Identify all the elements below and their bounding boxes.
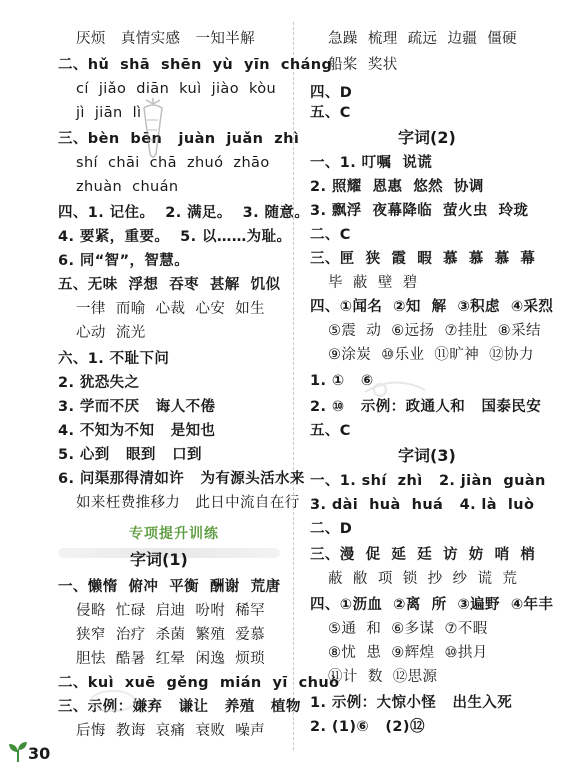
page-number: 30 xyxy=(28,744,51,763)
answer-line: 五、C xyxy=(310,105,351,121)
answer-line: 1. 示例：大惊小怪 出生入死 xyxy=(310,695,513,711)
section-heading: 字词(2) xyxy=(398,128,456,147)
answer-line: ⑤通 和 ⑥多谋 ⑦不暇 xyxy=(328,621,488,637)
answer-line: 后悔 教诲 哀痛 衰败 噪声 xyxy=(76,723,266,739)
answer-line: 一、懒惰 俯冲 平衡 酬谢 荒唐 xyxy=(58,579,281,595)
answer-line: 侵略 忙碌 启迪 吩咐 稀罕 xyxy=(76,603,266,619)
answer-line: 3. 飘浮 夜幕降临 萤火虫 玲珑 xyxy=(310,203,529,219)
answer-line: 狭窄 治疗 杀菌 繁殖 爱慕 xyxy=(76,627,266,643)
carrot-stamp-icon xyxy=(138,98,168,160)
answer-line: 三、bèn bēn juàn juǎn zhì xyxy=(58,131,300,147)
answer-line: 五、C xyxy=(310,423,351,439)
answer-line: 1. ① ⑥ xyxy=(310,373,374,389)
answer-line: 一、1. 叮嘱 说谎 xyxy=(310,155,433,171)
answer-line: 三、匣 狭 霞 暇 慕 慕 慕 幕 xyxy=(310,251,536,267)
answer-line: 6. 同“智”，智慧。 xyxy=(58,253,190,269)
answer-line: ⑧忧 患 ⑨辉煌 ⑩拱月 xyxy=(328,645,488,661)
answer-line: 4. 不知为不知 是知也 xyxy=(58,423,216,439)
answer-line: 二、C xyxy=(310,227,351,243)
section-heading: 字词(3) xyxy=(398,446,456,465)
answer-line: 2. (1)⑥ (2)⑫ xyxy=(310,719,425,735)
answer-line: 四、①沥血 ②离 所 ③遍野 ④年丰 xyxy=(310,597,554,613)
answer-line: zhuàn chuán xyxy=(76,179,179,195)
answer-line: ⑤震 动 ⑥远扬 ⑦挂肚 ⑧采结 xyxy=(328,323,541,339)
answer-line: 2. 照耀 恩惠 悠然 协调 xyxy=(310,179,484,195)
answer-line: 蔽 敝 项 锁 抄 纱 谎 荒 xyxy=(328,571,518,587)
faint-watermark-icon xyxy=(88,686,138,716)
answer-line: 厌烦 真情实感 一知半解 xyxy=(76,31,256,47)
answer-line: 6. 问渠那得清如许 为有源头活水来 xyxy=(58,471,305,487)
answer-line: shí chāi chā zhuó zhāo xyxy=(76,155,270,171)
answer-line: 三、示例：嫌弃 谦让 养殖 植物 xyxy=(58,699,301,715)
answer-line: 四、D xyxy=(310,85,353,101)
answer-line: 四、1. 记住。 2. 满足。 3. 随意。 xyxy=(58,205,310,221)
answer-line: 三、漫 促 延 廷 访 妨 哨 梢 xyxy=(310,547,536,563)
answer-line: 如来枉费推移力 此日中流自在行 xyxy=(76,495,300,511)
answer-line: 3. dài huà huá 4. là luò xyxy=(310,497,535,513)
answer-line: 胆怯 酷暑 红晕 闲逸 烦琐 xyxy=(76,651,266,667)
answer-line: cí jiǎo diān kuì jiào kòu xyxy=(76,81,277,97)
section-banner: 专项提升训练 xyxy=(129,526,219,542)
answer-line: 二、kuì xuē gěng mián yī chuò xyxy=(58,675,340,691)
answer-line: 5. 心到 眼到 口到 xyxy=(58,447,202,463)
answer-line: 四、①闻名 ②知 解 ③积虑 ④采烈 xyxy=(310,299,554,315)
answer-line: jì jiān lì xyxy=(76,105,142,121)
answer-line: 一律 而喻 心裁 心安 如生 xyxy=(76,301,266,317)
sprout-leaf-icon xyxy=(8,740,28,762)
answer-line: 二、hǔ shā shēn yù yīn cháng xyxy=(58,57,333,73)
answer-line: 2. 犹恐失之 xyxy=(58,375,140,391)
faint-watermark-icon xyxy=(360,372,430,402)
answer-line: ⑪计 数 ⑫思源 xyxy=(328,669,438,685)
answer-line: 急躁 梳理 疏远 边疆 僵硬 xyxy=(328,31,518,47)
answer-line: 心动 流光 xyxy=(76,325,146,341)
answer-line: 4. 要紧，重要。 5. 以……为耻。 xyxy=(58,229,292,245)
answer-line: 船桨 奖状 xyxy=(328,57,398,73)
answer-line: 2. ⑩ 示例：政通人和 国泰民安 xyxy=(310,399,542,415)
answer-line: 3. 学而不厌 诲人不倦 xyxy=(58,399,216,415)
answer-line: 六、1. 不耻下问 xyxy=(58,351,170,367)
section-heading: 字词(1) xyxy=(130,550,188,569)
answer-line: 二、D xyxy=(310,521,353,537)
answer-line: 毕 蔽 壁 碧 xyxy=(328,275,418,291)
answer-line: 五、无味 浮想 吞枣 甚解 饥似 xyxy=(58,277,281,293)
answer-line: ⑨涂炭 ⑩乐业 ⑪旷神 ⑫协力 xyxy=(328,347,534,363)
answer-line: 一、1. shí zhì 2. jiàn guàn xyxy=(310,473,546,489)
